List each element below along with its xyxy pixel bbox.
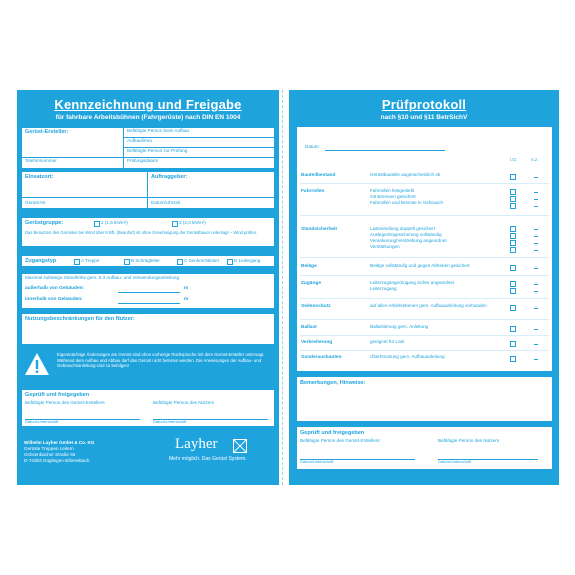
telefonnummer-label: Telefonnummer	[25, 158, 57, 163]
right-sig1-datum: Datum/Unterschrift	[300, 459, 334, 464]
bemerkungen-label: Bemerkungen, Hinweise:	[300, 380, 366, 386]
row-item-verbreiterung-1: geeignet für Last	[370, 339, 405, 344]
row-item-stand-3: Verankerung/Verstrebung angeordnet	[370, 238, 447, 243]
freigabe-sheet	[17, 90, 279, 485]
checkbox-ok[interactable]	[510, 203, 516, 209]
ersteller-row-2: Aufbaufirma	[127, 138, 152, 143]
ausserhalb-unit: m	[184, 286, 189, 291]
row-item-zugaenge-2: Leiterzugang	[370, 286, 397, 291]
zugang-c-checkbox[interactable]	[177, 259, 183, 265]
right-sig2-label: Befähigte Person des Nutzers	[438, 438, 500, 443]
row-item-ballast-1: Ballastierung gem. Anleitung	[370, 324, 429, 329]
right-subtitle: nach §10 und §11 BetrSichV	[380, 114, 468, 121]
pruef-table	[297, 127, 552, 371]
row-item-fahrrollen-2: mit Bremsen gesichert	[370, 194, 416, 199]
sig2-datum: Datum/Unterschrift	[153, 419, 187, 424]
right-geprueft-label: Geprüft und freigegeben	[300, 430, 365, 436]
left-subtitle: für fahrbare Arbeitsbühnen (Fahrgerüste) nach DIN EN 1004	[55, 114, 241, 121]
gruppe-2-label: 2 (1,5 kN/m²)	[101, 220, 128, 225]
right-sig1-label: Befähigte Person des Gerüst-Erstellers	[300, 438, 380, 443]
company-line-4: D-74363 Güglingen-Eibensbach	[24, 458, 90, 463]
datum-label: Datum/Uhrzeit	[151, 200, 181, 205]
row-label-sonderausbauten: Sonderausbauten	[301, 355, 342, 360]
zugangstyp-box	[22, 256, 274, 266]
zugang-d-label: D Leitergang	[234, 258, 261, 263]
standhoehe-box	[22, 274, 274, 308]
col-na-header: n.z.	[531, 157, 539, 162]
checkbox-ok[interactable]	[510, 189, 516, 195]
row-item-stand-4: Verstärkungen	[370, 244, 400, 249]
gruppe-3-checkbox[interactable]	[172, 221, 178, 227]
checkbox-ok[interactable]	[510, 226, 516, 232]
col-ok-header: i.O.	[510, 157, 518, 162]
checkbox-ok[interactable]	[510, 288, 516, 294]
checkbox-ok[interactable]	[510, 281, 516, 287]
row-item-sonder-1: Überbrückung gem. Aufbauanleitung	[370, 354, 445, 359]
row-label-belaege: Beläge	[301, 264, 317, 269]
checkbox-ok[interactable]	[510, 174, 516, 180]
slogan: Mehr möglich. Das Gerüst System.	[169, 456, 247, 462]
checkbox-ok[interactable]	[510, 326, 516, 332]
ersteller-row-3: Befähigte Person zur Prüfung	[127, 148, 188, 153]
row-label-ballast: Ballast	[301, 325, 317, 330]
row-item-belaege-1: Beläge vollständig und gegen Abheben gesichert	[370, 263, 470, 268]
zugangstyp-label: Zugangstyp	[25, 258, 57, 264]
checkbox-ok[interactable]	[510, 265, 516, 271]
row-item-zugaenge-1: Leiterzugänge/Zugang sicher angeordnet	[370, 280, 455, 285]
row-item-bauteile-1: Gerüstbauteile augenscheinlich ok	[370, 172, 441, 177]
standhoehe-label: Maximal zulässige Standhöhe gem. 5.3 Aufbau- und Verwendungsanleitung	[25, 275, 179, 280]
geruestgruppe-label: Gerüstgruppe:	[25, 220, 64, 226]
nutzung-label: Nutzungsbeschränkungen für den Nutzer:	[25, 316, 135, 322]
row-label-fahrrollen: Fahrrollen	[301, 189, 325, 194]
ersteller-row-1: Befähigte Person beim Aufbau	[127, 128, 190, 133]
right-title: Prüfprotokoll	[381, 97, 467, 112]
row-item-fahrrollen-3: Fahrrollen und Bremse in Gebrauch	[370, 200, 444, 205]
ersteller-label: Gerüst-Ersteller:	[25, 129, 69, 135]
zugang-a-label: A Treppe	[81, 258, 100, 263]
checkbox-ok[interactable]	[510, 341, 516, 347]
layher-logo-icon	[233, 439, 247, 453]
einsatzort-box	[22, 172, 274, 208]
warning-triangle-icon	[24, 352, 50, 376]
gruppe-3-label: 3 (2,0 kN/m²)	[179, 220, 206, 225]
warning-text: Eigenmächtige Änderungen am Gerüst sind ohne vorherige Rücksprache mit dem Gerüst-Ersteller untersagt. Während dem Aufbau und Abbau darf das Gerüst nicht betreten werden. Die Anweisungen der Aufbau- und Gebrauchsanleitung sind zu befolgen!	[57, 352, 265, 369]
ersteller-row-4: Prüfungsdatum	[127, 158, 159, 163]
geruestgruppe-box	[22, 218, 274, 246]
zugang-b-checkbox[interactable]	[124, 259, 130, 265]
row-item-seitenschutz-1: auf allen Arbeitsebenen gem. Aufbauanleitung vorhanden	[370, 303, 487, 308]
left-title: Kennzeichnung und Freigabe	[54, 97, 242, 112]
geprueft-label: Geprüft und freigegeben	[25, 392, 90, 398]
row-label-standsicherheit: Standsicherheit	[301, 227, 337, 232]
nutzung-box	[22, 314, 274, 344]
checkbox-ok[interactable]	[510, 233, 516, 239]
checkbox-ok[interactable]	[510, 196, 516, 202]
row-item-stand-2: Ausleger/Kippsicherung vollständig	[370, 232, 442, 237]
row-label-bauteile: Bauteilbestand	[301, 173, 336, 178]
row-label-zugaenge: Zugänge	[301, 281, 321, 286]
ausserhalb-label: außerhalb von Gebäuden:	[25, 286, 85, 291]
zugang-c-label: C Senkrechtleiter	[184, 258, 220, 263]
row-label-verbreiterung: Verbreiterung	[301, 340, 333, 345]
checkbox-ok[interactable]	[510, 305, 516, 311]
row-item-fahrrollen-1: Fahrrollen festgestellt	[370, 188, 414, 193]
company-line-3: Ochsenbacher Straße 56	[24, 452, 76, 457]
zugang-b-label: B Schrägleiter	[131, 258, 160, 263]
innerhalb-unit: m	[184, 297, 189, 302]
right-sig2-datum: Datum/Unterschrift	[438, 459, 472, 464]
company-line-1: Wilhelm Layher GmbH & Co. KG	[24, 440, 95, 445]
geprueft-box	[22, 390, 274, 426]
checkbox-ok[interactable]	[510, 356, 516, 362]
checkbox-ok[interactable]	[510, 240, 516, 246]
row-label-seitenschutz: Seitenschutz	[301, 304, 331, 309]
layher-wordmark: Layher	[175, 436, 218, 452]
row-item-stand-1: Lastverteilung doppelt gesichert	[370, 226, 435, 231]
zugang-a-checkbox[interactable]	[74, 259, 80, 265]
company-line-2: Gerüste Treppen Leitern	[24, 446, 74, 451]
auftraggeber-label: Auftraggeber:	[151, 174, 188, 180]
einsatzort-label: Einsatzort:	[25, 174, 54, 180]
zugang-d-checkbox[interactable]	[227, 259, 233, 265]
checkbox-ok[interactable]	[510, 247, 516, 253]
sig2-label: Befähigte Person des Nutzers	[153, 400, 215, 405]
gruppe-2-checkbox[interactable]	[94, 221, 100, 227]
gerustnr-label: Gerüst-Nr.	[25, 200, 47, 205]
innerhalb-label: innerhalb von Gebäuden:	[25, 297, 83, 302]
bemerkungen-box	[297, 377, 552, 421]
ersteller-box	[22, 128, 274, 168]
pruef-datum-label: Datum:	[305, 144, 320, 149]
sig1-datum: Datum/Unterschrift	[25, 419, 59, 424]
sig1-label: Befähigte Person des Gerüst-Erstellers	[25, 400, 105, 405]
pruefprotokoll-sheet	[289, 90, 559, 485]
right-geprueft-box	[297, 427, 552, 469]
gruppe-note: Das Benutzen des Gerüstes bei Wind über 6 Bft. (Beaufort) ist ohne Genehmigung der Gerüstbauer untersagt – Wind prüfen.	[25, 230, 258, 235]
perforation-line	[282, 90, 283, 485]
